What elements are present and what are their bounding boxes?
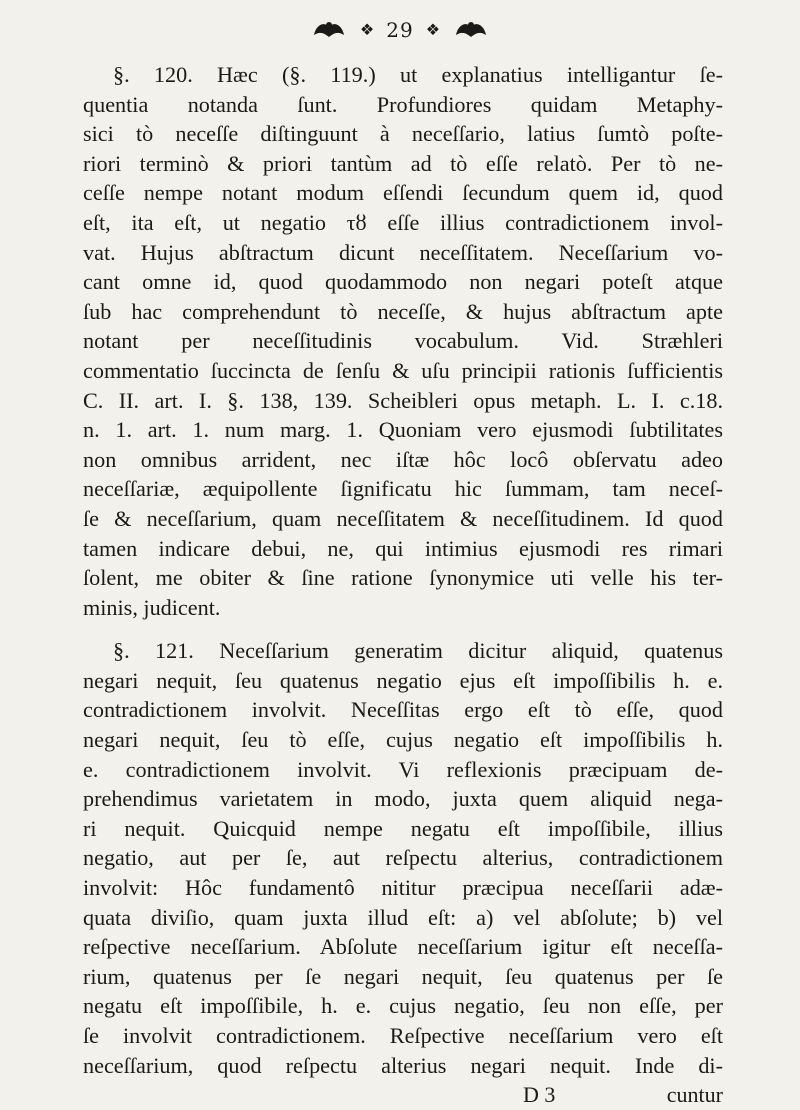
text-line: ſe & neceſſarium, quam neceſſitatem & neceſſitudinem. Id quod (83, 505, 723, 531)
text-line: reſpective neceſſarium. Abſolute neceſſarium igitur eſt neceſſa- (83, 934, 723, 960)
body-text (83, 60, 723, 1110)
text-line: involvit: Hôc fundamentô nititur præcipua neceſſarii adæ- (83, 875, 723, 901)
text-line: §. 121. Neceſſarium generatim dicitur aliquid, quatenus (113, 638, 723, 664)
text-line: commentatio ſuccincta de ſenſu & uſu principii rationis ſufficientis (83, 357, 723, 383)
text-line: tamen indicare debui, ne, qui intimius ejusmodi res rimari (83, 535, 723, 561)
text-line: C. II. art. I. §. 138, 139. Scheibleri opus metaph. L. I. c.18. (83, 387, 723, 413)
fleuron-icon (310, 17, 348, 43)
text-line: ri nequit. Quicquid nempe negatu eſt impoſſibile, illius (83, 815, 723, 841)
text-line: non omnibus arrident, nec iſtæ hôc locô obſervatu adeo (83, 446, 723, 472)
diamond-ornament-right: ❖ (425, 20, 441, 39)
page-number: 29 (386, 18, 414, 42)
text-line: neceſſariæ, æquipollente ſignificatu hic ſummam, tam neceſ- (83, 476, 723, 502)
text-line: contradictionem involvit. Neceſſitas ergo eſt tò eſſe, quod (83, 697, 723, 723)
text-line: e. contradictionem involvit. Vi reflexionis præcipuam de- (83, 756, 723, 782)
text-line: eſt, ita eſt, ut negatio τȣ eſſe illius contradictionem invol- (83, 209, 723, 235)
signature-mark: D 3 (523, 1082, 556, 1108)
text-line: notant per neceſſitudinis vocabulum. Vid. Stræhleri (83, 328, 723, 354)
diamond-ornament-left: ❖ (359, 20, 375, 39)
text-line: §. 120. Hæc (§. 119.) ut explanatius intelligantur ſe- (113, 62, 723, 87)
text-line: vat. Hujus abſtractum dicunt neceſſitatem. Neceſſarium vo- (83, 239, 723, 265)
text-line: cant omne id, quod quodammodo non negari poteſt atque (83, 269, 723, 295)
text-line: sici tò neceſſe diſtinguunt à neceſſario, latius ſumtò poſte- (83, 121, 723, 147)
text-line: n. 1. art. 1. num marg. 1. Quoniam vero ejusmodi ſubtilitates (83, 417, 723, 443)
text-line: neceſſarium, quod reſpectu alterius negari nequit. Inde di- (83, 1052, 723, 1078)
text-line: riori terminò & priori tantùm ad tò eſſe relatò. Per tò ne- (83, 150, 723, 176)
paragraph-120 (83, 60, 723, 622)
text-line: negari nequit, ſeu tò eſſe, cujus negatio eſt impoſſibilis h. (83, 727, 723, 753)
text-line: ſolent, me obiter & ſine ratione ſynonymice uti velle his ter- (83, 565, 723, 591)
fleuron-icon (452, 17, 490, 43)
text-line: ſe involvit contradictionem. Reſpective neceſſarium vero eſt (83, 1023, 723, 1048)
paragraph-121 (83, 636, 723, 1080)
footer-line (83, 1080, 723, 1110)
text-line: prehendimus varietatem in modo, juxta quem aliquid nega- (83, 786, 723, 812)
page-header (0, 10, 800, 50)
text-line: ceſſe nempe notant modum eſſendi ſecundum quem id, quod (83, 180, 723, 206)
catchword: cuntur (666, 1082, 723, 1108)
text-line: ſub hac comprehendunt tò neceſſe, & hujus abſtractum apte (83, 298, 723, 324)
text-line: negatio, aut per ſe, aut reſpectu alterius, contradictionem (83, 845, 723, 871)
text-line: rium, quatenus per ſe negari nequit, ſeu quatenus per ſe (83, 963, 723, 989)
text-line: minis, judicent. (83, 594, 221, 620)
text-line: quentia notanda ſunt. Profundiores quidam Metaphy- (83, 91, 723, 117)
text-line: negatu eſt impoſſibile, h. e. cujus negatio, ſeu non eſſe, per (83, 993, 723, 1019)
text-line: negari nequit, ſeu quatenus negatio ejus eſt impoſſibilis h. e. (83, 667, 723, 693)
text-line: quata diviſio, quam juxta illud eſt: a) vel abſolute; b) vel (83, 904, 723, 930)
